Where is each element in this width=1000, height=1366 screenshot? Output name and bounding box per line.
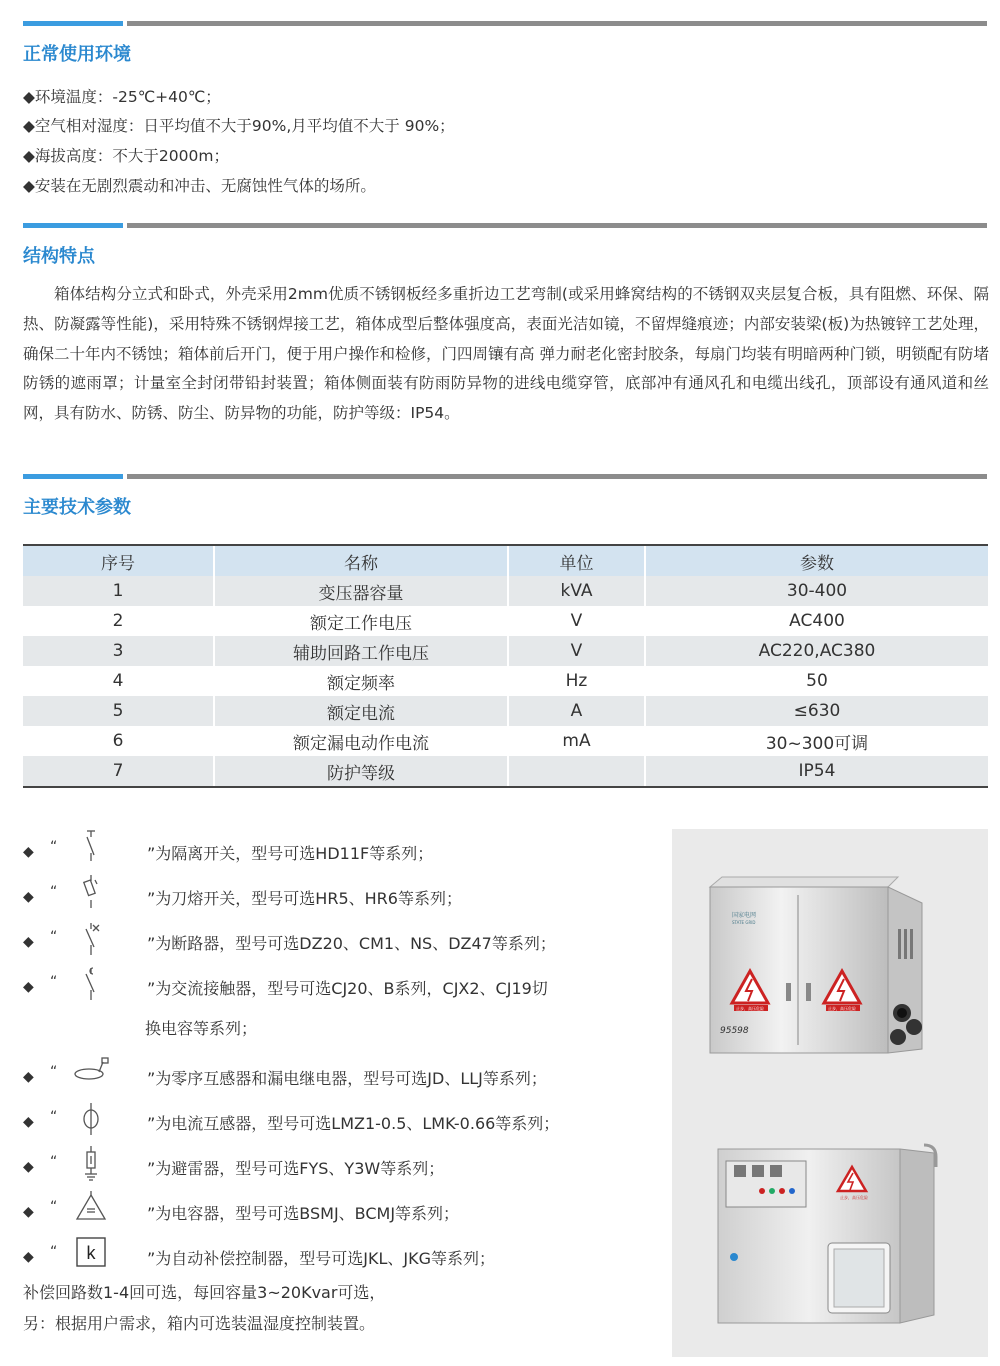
open-quote: “ [50, 1199, 58, 1215]
warning-label: 止步，高压危险 [840, 1195, 868, 1200]
surge-arrester-icon [69, 1142, 113, 1186]
cabinet-photo-1 [702, 873, 958, 1073]
symbol-desc: ”为交流接触器，型号可选CJ20、B系列，CJX2、CJ19切 [147, 979, 548, 998]
warning-label: 止步，高压危险 [736, 1006, 764, 1011]
cell: 防护等级 [214, 756, 508, 787]
symbol-desc: ”为避雷器，型号可选FYS、Y3W等系列； [147, 1159, 445, 1178]
cell: 2 [112, 611, 124, 631]
cell: 1 [112, 581, 124, 601]
env-item: ◆环境温度：-25℃+40℃； [23, 88, 221, 106]
brand-en-text: STATE GRID [732, 920, 756, 925]
bullet-diamond: ◆ [23, 1204, 34, 1220]
symbol-desc: ”为电流互感器，型号可选LMZ1-0.5、LMK-0.66等系列； [147, 1114, 560, 1133]
table-header-row [23, 545, 988, 576]
contactor-icon [69, 962, 113, 1006]
bullet-diamond: ◆ [23, 1114, 34, 1130]
product-photo-panel [672, 829, 988, 1357]
isolating-switch-icon [69, 827, 113, 871]
cell: AC400 [645, 606, 988, 636]
bullet-diamond: ◆ [23, 1069, 34, 1085]
table-row [23, 756, 988, 787]
cell: 变压器容量 [214, 576, 508, 606]
structure-paragraph [23, 280, 989, 429]
cell: AC220,AC380 [645, 636, 988, 666]
cell [508, 756, 645, 787]
section-divider [23, 21, 987, 26]
controller-glyph: k [86, 1243, 96, 1263]
cabinet-photo-2 [712, 1139, 952, 1329]
cell: Hz [508, 666, 645, 696]
env-item: ◆安装在无剧烈震动和冲击、无腐蚀性气体的场所。 [23, 177, 376, 195]
cell: A [508, 696, 645, 726]
cell: 额定频率 [214, 666, 508, 696]
table-row [23, 606, 988, 636]
cell: 5 [112, 701, 124, 721]
symbol-desc: ”为刀熔开关，型号可选HR5、HR6等系列； [147, 889, 462, 908]
bullet-diamond: ◆ [23, 979, 34, 995]
bullet-diamond: ◆ [23, 934, 34, 950]
warning-label: 止步，高压危险 [828, 1006, 856, 1011]
cell: mA [508, 726, 645, 756]
open-quote: “ [50, 839, 58, 855]
cell: IP54 [645, 756, 988, 787]
symbol-desc-continued: 换电容等系列； [145, 1019, 258, 1038]
note-line: 补偿回路数1-4回可选，每回容量3~20Kvar可选， [23, 1283, 386, 1302]
cell: 4 [112, 671, 124, 691]
symbol-desc: ”为零序互感器和漏电继电器，型号可选JD、LLJ等系列； [147, 1069, 547, 1088]
col-header: 单位 [508, 545, 645, 576]
col-header: 参数 [645, 545, 988, 576]
cell: V [508, 606, 645, 636]
section-title-params: 主要技术参数 [23, 497, 131, 518]
cell: V [508, 636, 645, 666]
open-quote: “ [50, 1154, 58, 1170]
cell: kVA [508, 576, 645, 606]
open-quote: “ [50, 1244, 58, 1260]
symbol-desc: ”为断路器，型号可选DZ20、CM1、NS、DZ47等系列； [147, 934, 556, 953]
section-title-environment: 正常使用环境 [23, 44, 131, 65]
open-quote: “ [50, 1109, 58, 1125]
table-row [23, 636, 988, 666]
circuit-breaker-icon [69, 917, 113, 961]
symbol-desc: ”为电容器，型号可选BSMJ、BCMJ等系列； [147, 1204, 460, 1223]
cell: ≤630 [645, 696, 988, 726]
bullet-diamond: ◆ [23, 1159, 34, 1175]
cell: 50 [645, 666, 988, 696]
cell: 额定电流 [214, 696, 508, 726]
bullet-diamond: ◆ [23, 1249, 34, 1265]
section-title-structure: 结构特点 [23, 246, 95, 267]
note-line: 另：根据用户需求，箱内可选装温湿度控制装置。 [23, 1314, 376, 1333]
cell: 30-400 [645, 576, 988, 606]
col-header: 名称 [214, 545, 508, 576]
cell: 3 [112, 641, 124, 661]
table-row [23, 696, 988, 726]
bullet-diamond: ◆ [23, 844, 34, 860]
brand-text: 国家电网 [732, 912, 757, 919]
cell: 6 [112, 731, 124, 751]
col-header: 序号 [23, 545, 214, 576]
table-row [23, 666, 988, 696]
open-quote: “ [50, 974, 58, 990]
cell: 额定漏电动作电流 [214, 726, 508, 756]
compensation-controller-icon [69, 1232, 113, 1276]
section-divider [23, 223, 987, 228]
section-divider [23, 474, 987, 479]
hotline-text: 95598 [720, 1026, 749, 1036]
open-quote: “ [50, 884, 58, 900]
bullet-diamond: ◆ [23, 889, 34, 905]
env-item: ◆空气相对湿度：日平均值不大于90%,月平均值不大于 90%； [23, 117, 455, 135]
zero-sequence-ct-icon [69, 1052, 113, 1096]
params-table [23, 544, 988, 788]
open-quote: “ [50, 1064, 58, 1080]
table-row [23, 576, 988, 606]
table-row [23, 726, 988, 756]
capacitor-icon [69, 1187, 113, 1231]
cell: 7 [23, 756, 214, 787]
cell: 辅助回路工作电压 [214, 636, 508, 666]
env-item: ◆海拔高度：不大于2000m； [23, 147, 229, 165]
cell: 额定工作电压 [214, 606, 508, 636]
current-transformer-icon [69, 1097, 113, 1141]
fuse-switch-icon [69, 872, 113, 916]
open-quote: “ [50, 929, 58, 945]
symbol-desc: ”为自动补偿控制器，型号可选JKL、JKG等系列； [147, 1249, 496, 1268]
symbol-desc: ”为隔离开关，型号可选HD11F等系列； [147, 844, 434, 863]
structure-text: 箱体结构分立式和卧式，外壳采用2mm优质不锈钢板经多重折边工艺弯制(或采用蜂窝结构的不锈钢双夹层复合板，具有阻燃、环保、隔热、防凝露等性能)，采用特殊不锈钢焊接工艺，箱体成型后整体强度高，表面光洁如镜，不留焊缝痕迹；内部安装梁(板)为热镀锌工艺处理，确保二十年内不锈蚀；箱体前后开门，便于用户操作和检修，门四周镶有高 弹力耐老化密封胶条，每扇门均装有明暗两种门锁，明锁配有防堵防锈的遮雨罩；计量室全封闭带铅封装置；箱体侧面装有防雨防异物的进线电缆穿管，底部冲有通风孔和电缆出线孔，顶部设有通风道和丝网，具有防水、防锈、防尘、防异物的功能，防护等级：IP54。 [23, 285, 989, 423]
cell: 30~300可调 [645, 726, 988, 756]
